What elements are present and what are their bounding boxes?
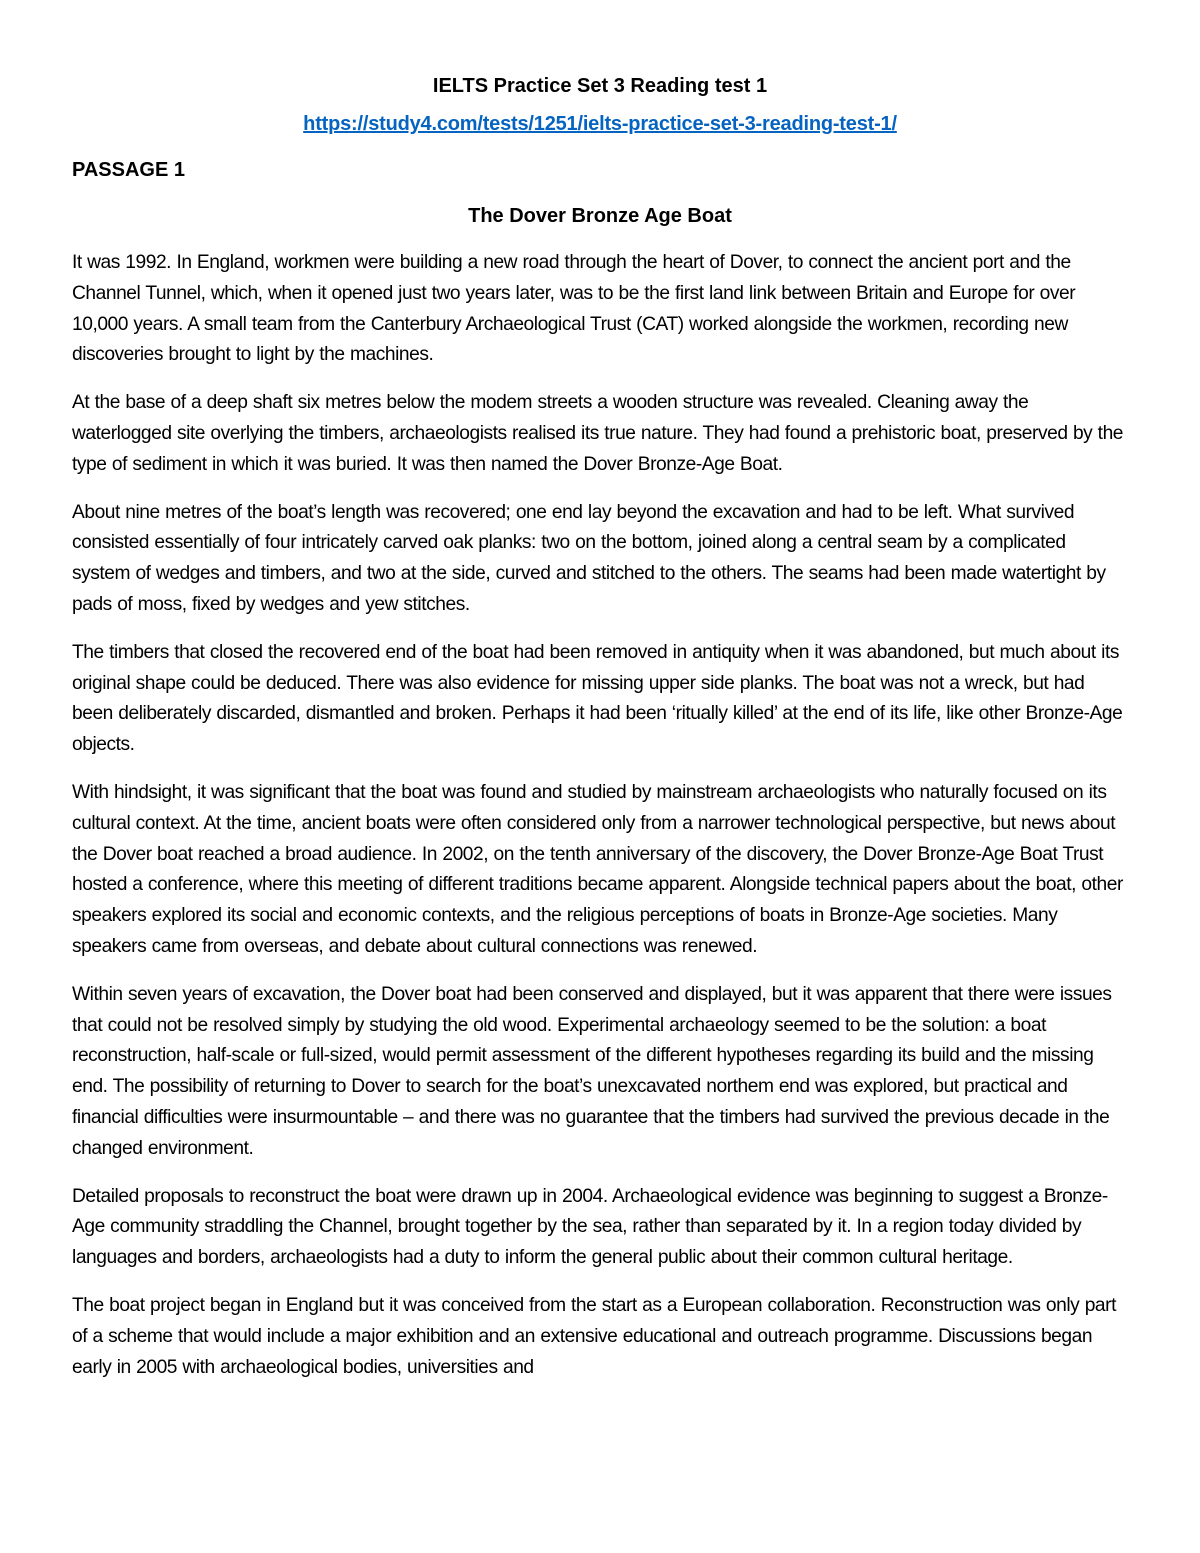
- paragraph-7: Detailed proposals to reconstruct the boat were drawn up in 2004. Archaeological evidence was beginning to suggest a Bronze-Age community straddling the Channel, brought together by the sea, rather than separated by it. In a region today divided by languages and borders, archaeologists had a duty to inform the general public about their common cultural heritage.: [72, 1185, 1108, 1269]
- paragraph-1: It was 1992. In England, workmen were building a new road through the heart of Dover, to connect the ancient port and the Channel Tunnel, which, when it opened just two years later, was to be the first land link between Britain and Europe for over 10,000 years. A small team from the Canterbury Archaeological Trust (CAT) worked alongside the workmen, recording new discoveries brought to light by the machines.: [72, 252, 1076, 366]
- passage-title: The Dover Bronze Age Boat: [468, 205, 732, 227]
- paragraph-4: The timbers that closed the recovered end of the boat had been removed in antiquity when it was abandoned, but much about its original shape could be deduced. There was also evidence for missing upper side planks. The boat was not a wreck, but had been deliberately discarded, dismantled and broken. Perhaps it had been ‘ritually killed’ at the end of its life, like other Bronze-Age objects.: [72, 641, 1123, 756]
- paragraph-2: At the base of a deep shaft six metres below the modem streets a wooden structure was revealed. Cleaning away the waterlogged site overlying the timbers, archaeologists realised its true nature. They had found a prehistoric boat, preserved by the type of sediment in which it was buried. It was then named the Dover Bronze-Age Boat.: [72, 392, 1124, 475]
- passage-label: PASSAGE 1: [72, 159, 185, 181]
- document-title: IELTS Practice Set 3 Reading test 1: [432, 75, 768, 97]
- paragraph-3: About nine metres of the boat’s length was recovered; one end lay beyond the excavation and had to be left. What survived consisted essentially of four intricately carved oak planks: two on the bottom, joined along a central seam by a complicated system of wedges and timbers, and two at the side, curved and stitched to the others. The seams had been made watertight by pads of moss, fixed by wedges and yew stitches.: [72, 501, 1106, 615]
- paragraph-8: The boat project began in England but it was conceived from the start as a European collaboration. Reconstruction was only part of a scheme that would include a major exhibition and an extensive educational and outreach programme. Discussions began early in 2005 with archaeological bodies, universities and: [72, 1294, 1116, 1378]
- paragraph-6: Within seven years of excavation, the Dover boat had been conserved and displayed, but it was apparent that there were issues that could not be resolved simply by studying the old wood. Experimental archaeology seemed to be the solution: a boat reconstruction, half-scale or full-sized, would permit assessment of the different hypotheses regarding its build and the missing end. The possibility of returning to Dover to search for the boat’s unexcavated northem end was explored, but practical and financial difficulties were insurmountable – and there was no guarantee that the timbers had survived the previous decade in the changed environment.: [72, 983, 1112, 1159]
- paragraph-5: With hindsight, it was significant that the boat was found and studied by mainstream archaeologists who naturally focused on its cultural context. At the time, ancient boats were often considered only from a narrower technological perspective, but news about the Dover boat reached a broad audience. In 2002, on the tenth anniversary of the discovery, the Dover Bronze-Age Boat Trust hosted a conference, where this meeting of different traditions became apparent. Alongside technical papers about the boat, other speakers explored its social and economic contexts, and the religious perceptions of boats in Bronze-Age societies. Many speakers came from overseas, and debate about cultural connections was renewed.: [72, 781, 1123, 957]
- passage-body: [72, 248, 1128, 1383]
- test-link[interactable]: https://study4.com/tests/1251/ielts-practice-set-3-reading-test-1/: [303, 113, 897, 135]
